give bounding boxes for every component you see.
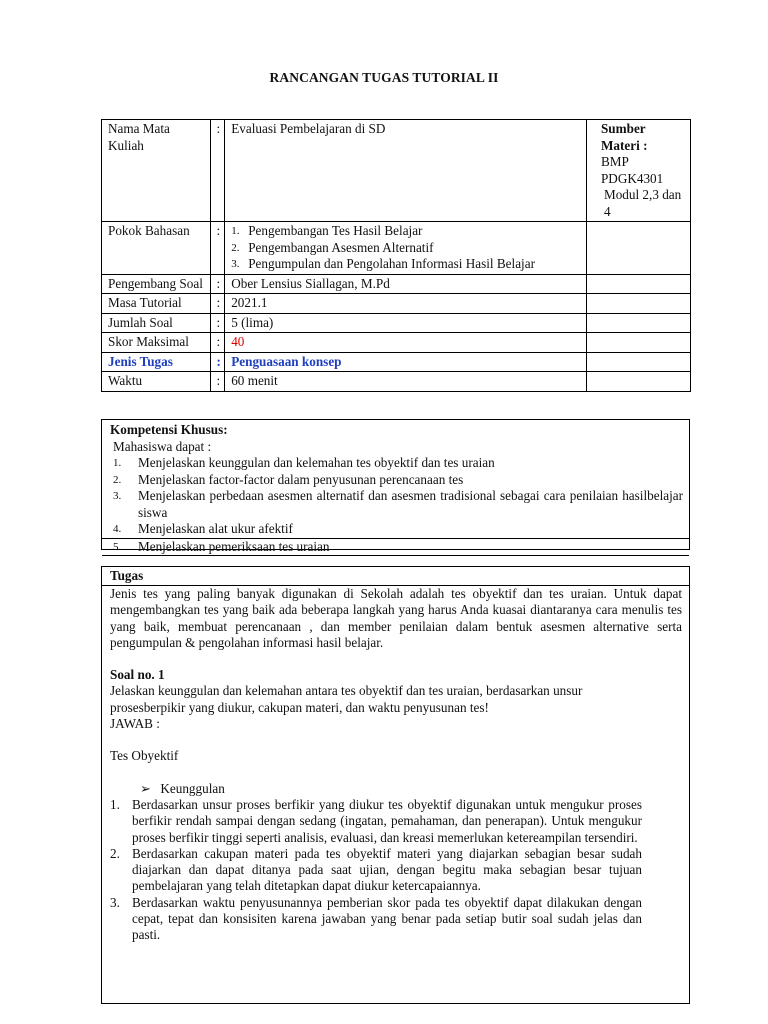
keunggulan-item: 2. Berdasarkan cakupan materi pada tes obyektif materi yang diajarkan sebagian besar sudah diajarkan dan dapat ditanya pada saat ujian, dengan begitu maka sebagian besar tujuan pembelajaran yang telah ditetapkan dapat diukur ketercapaiannya. <box>110 845 642 894</box>
colon: : <box>210 294 225 314</box>
pokok-list <box>231 223 581 273</box>
kompetensi-item: 2. Menjelaskan factor-factor dalam penyusunan perencanaan tes <box>113 471 464 487</box>
pokok-item: 1. Pengembangan Tes Hasil Belajar <box>231 223 423 238</box>
pengembang-value: Ober Lensius Siallagan, M.Pd <box>225 274 587 294</box>
keunggulan-item: 3. Berdasarkan waktu penyusunannya pemberian skor pada tes obyektif dapat dilakukan dengan cepat, tepat dan konsisiten karena jawaban yang benar pada setiap butir soal sudah jelas dan pasti. <box>110 894 642 943</box>
tugas-box <box>101 566 690 1004</box>
sumber-label: Sumber Materi : <box>600 121 648 153</box>
jenis-value: Penguasaan konsep <box>225 352 587 372</box>
row-waktu <box>102 372 691 392</box>
page-title: RANCANGAN TUGAS TUTORIAL II <box>269 70 499 85</box>
colon: : <box>210 274 225 294</box>
tugas-intro: Jenis tes yang paling banyak digunakan di Sekolah adalah tes obyektif dan tes uraian. Untuk dapat mengembangkan tes yang baik ada beberapa langkah yang harus Anda kuasai diantaranya cara menulis tes yang baik, membuat perencanaan , dan member penilaian dalam bentuk asesmen alternative serta pengumpulan & pengolahan informasi hasil belajar. <box>110 586 682 650</box>
empty-cell <box>586 274 690 294</box>
row-skor-maksimal <box>102 333 691 353</box>
sumber-value-1: BMP PDGK4301 <box>600 154 664 186</box>
nama-label: Nama Mata Kuliah <box>102 120 211 222</box>
keunggulan-line <box>110 781 682 797</box>
sumber-materi-cell <box>586 120 690 222</box>
empty-cell <box>586 372 690 392</box>
colon: : <box>210 333 225 353</box>
soal-text: Jelaskan keunggulan dan kelemahan antara tes obyektif dan tes uraian, berdasarkan unsur prosesberpikir yang diukur, cakupan materi, dan waktu penyusunan tes! <box>110 683 583 715</box>
nama-value: Evaluasi Pembelajaran di SD <box>225 120 587 222</box>
keunggulan-list <box>110 797 682 944</box>
row-jumlah-soal <box>102 313 691 333</box>
empty-cell <box>586 222 690 275</box>
course-info-table <box>101 119 691 392</box>
kompetensi-item: 5. Menjelaskan pemeriksaan tes uraian <box>102 538 689 557</box>
colon: : <box>210 372 225 392</box>
waktu-value: 60 menit <box>225 372 587 392</box>
empty-cell <box>586 294 690 314</box>
kompetensi-item: 1. Menjelaskan keunggulan dan kelemahan tes obyektif dan tes uraian <box>113 455 495 470</box>
pokok-list-cell <box>225 222 587 275</box>
pokok-item: 3. Pengumpulan dan Pengolahan Informasi Hasil Belajar <box>231 256 535 271</box>
jumlah-label: Jumlah Soal <box>102 313 211 333</box>
jenis-label: Jenis Tugas <box>102 352 211 372</box>
pokok-label: Pokok Bahasan <box>102 222 211 275</box>
kompetensi-intro: Mahasiswa dapat : <box>113 438 212 454</box>
empty-cell <box>586 333 690 353</box>
tugas-body <box>102 586 689 944</box>
colon: : <box>210 313 225 333</box>
keunggulan-label: Keunggulan <box>160 780 225 796</box>
jumlah-value: 5 (lima) <box>225 313 587 333</box>
keunggulan-item: 1. Berdasarkan unsur proses berfikir yang diukur tes obyektif digunakan untuk mengukur proses berfikir rendah sampai dengan sedang (ingatan, pemahaman, dan penerapan). Untuk mengukur proses berfikir tinggi seperti analisis, evaluasi, dan kreasi memerlukan ketereampilan tersendiri. <box>110 796 642 845</box>
row-jenis-tugas <box>102 352 691 372</box>
jawab-label: JAWAB : <box>110 716 160 732</box>
soal-heading: Soal no. 1 <box>110 667 165 683</box>
pokok-item: 2. Pengembangan Asesmen Alternatif <box>231 239 434 255</box>
row-pokok-bahasan <box>102 222 691 275</box>
kompetensi-item: 3. Menjelaskan perbedaan asesmen alternatif dan asesmen tradisional sebagai cara penilaian hasilbelajar siswa <box>113 488 683 520</box>
kompetensi-item: 4. Menjelaskan alat ukur afektif <box>113 521 293 536</box>
masa-label: Masa Tutorial <box>102 294 211 314</box>
sumber-value-2: Modul 2,3 dan 4 <box>603 187 682 219</box>
colon: : <box>210 120 225 222</box>
tes-obyektif-heading: Tes Obyektif <box>110 748 179 764</box>
kompetensi-box <box>101 419 690 554</box>
skor-label: Skor Maksimal <box>102 333 211 353</box>
kompetensi-list <box>110 455 683 556</box>
masa-value: 2021.1 <box>225 294 587 314</box>
row-masa-tutorial <box>102 294 691 314</box>
tugas-heading: Tugas <box>102 567 689 586</box>
colon: : <box>210 222 225 275</box>
row-nama-mata-kuliah <box>102 120 691 222</box>
empty-cell <box>586 352 690 372</box>
waktu-label: Waktu <box>102 372 211 392</box>
kompetensi-heading: Kompetensi Khusus: <box>110 422 228 437</box>
row-pengembang-soal <box>102 274 691 294</box>
colon: : <box>210 352 225 372</box>
empty-cell <box>586 313 690 333</box>
skor-value: 40 <box>225 333 587 353</box>
arrow-bullet-icon: ➢ <box>140 780 152 796</box>
pengembang-label: Pengembang Soal <box>102 274 211 294</box>
